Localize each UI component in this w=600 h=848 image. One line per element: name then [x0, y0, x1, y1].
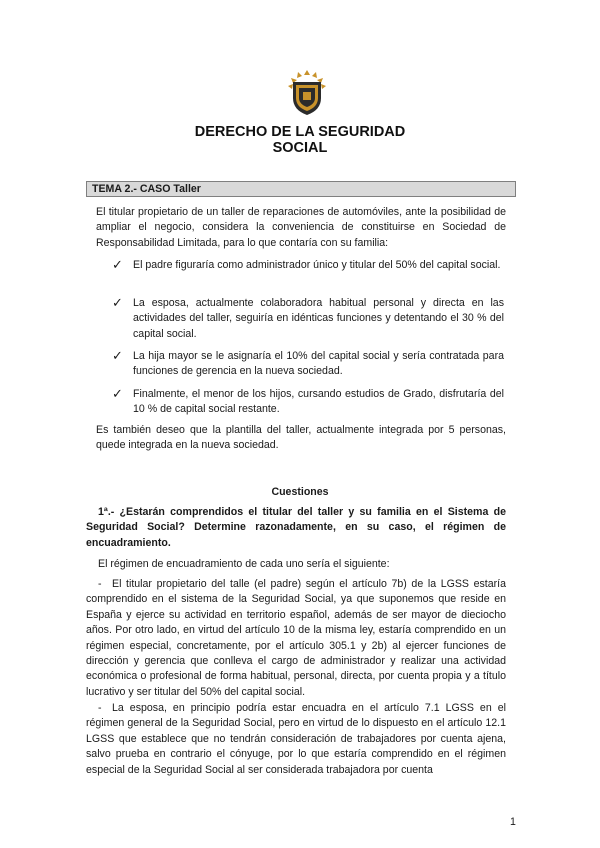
answer-item	[86, 701, 506, 778]
case-intro-paragraph: El titular propietario de un taller de reparaciones de automóviles, ante la posibilidad de ampliar el negocio, considera la conveniencia de constituirse en Sociedad de Responsabilidad Limitada, para lo que contaría con su familia:	[96, 206, 506, 249]
page-number: 1	[510, 816, 516, 828]
questions-heading: Cuestiones	[271, 486, 329, 498]
question-1	[86, 505, 506, 551]
checkmark-icon: ✓	[112, 258, 123, 273]
answer-text: El titular propietario del talle (el padre) según el artículo 7b) de la LGSS estaría comprendido en el sistema de la Seguridad Social, ya que suponemos que reside en España y ejerce su actividad en territorio español, además de ser mayor de dieciocho años. Por otro lado, en virtud del artículo 10 de la misma ley, estaría comprendido en un régimen especial, concretamente, por el artículo 305.1 y 2b) al ejercer funciones de dirección y gerencia que conlleva el cargo de administrador y realizar una actividad económica o profesional de forma habitual, personal, directa, por cuenta propia y a título lucrativo y ser titular del 50% del capital social.	[86, 578, 506, 698]
checkmark-icon: ✓	[112, 387, 123, 402]
answer-item	[86, 577, 506, 700]
document-title-line-2: SOCIAL	[272, 140, 328, 156]
answer-intro-text: El régimen de encuadramiento de cada uno sería el siguiente:	[98, 558, 390, 570]
bullet-text: La hija mayor se le asignaría el 10% del capital social y sería contratada para funciones de gerencia en la nueva sociedad.	[133, 350, 504, 378]
question-1-text: 1ª.- ¿Estarán comprendidos el titular del taller y su familia en el Sistema de Seguridad Social? Determine razonadamente, en su caso, el régimen de encuadramiento.	[86, 506, 506, 549]
answer-intro	[86, 557, 506, 572]
document-title-line-1: DERECHO DE LA SEGURIDAD	[194, 124, 406, 140]
dash-marker: -	[98, 578, 102, 590]
answer-text: La esposa, en principio podría estar encuadra en el artículo 7.1 LGSS en el régimen general de la Seguridad Social, pero en virtud de lo dispuesto en el artículo 12.1 LGSS que establece que no tendrán consideración de trabajadores por cuenta ajena, salvo prueba en contrario el cónyuge, por lo que estaría comprendido en el régimen especial de la Seguridad Social al ser considerada trabajadora por cuenta	[86, 702, 506, 776]
case-closing-paragraph: Es también deseo que la plantilla del taller, actualmente integrada por 5 personas, quede integrada en la nueva sociedad.	[96, 424, 506, 452]
dash-marker: -	[98, 702, 102, 714]
university-crest-icon	[287, 70, 327, 116]
checkmark-icon: ✓	[112, 296, 123, 311]
bullet-text: Finalmente, el menor de los hijos, cursando estudios de Grado, disfrutaría del 10 % de capital social restante.	[133, 388, 504, 416]
bullet-text: La esposa, actualmente colaboradora habitual personal y directa en las actividades del taller, seguiría en idénticas funciones y detentando el 30 % del capital social.	[133, 297, 504, 340]
bullet-text: El padre figuraría como administrador único y titular del 50% del capital social.	[133, 259, 501, 271]
checkmark-icon: ✓	[112, 349, 123, 364]
topic-heading: TEMA 2.- CASO Taller	[86, 181, 516, 197]
